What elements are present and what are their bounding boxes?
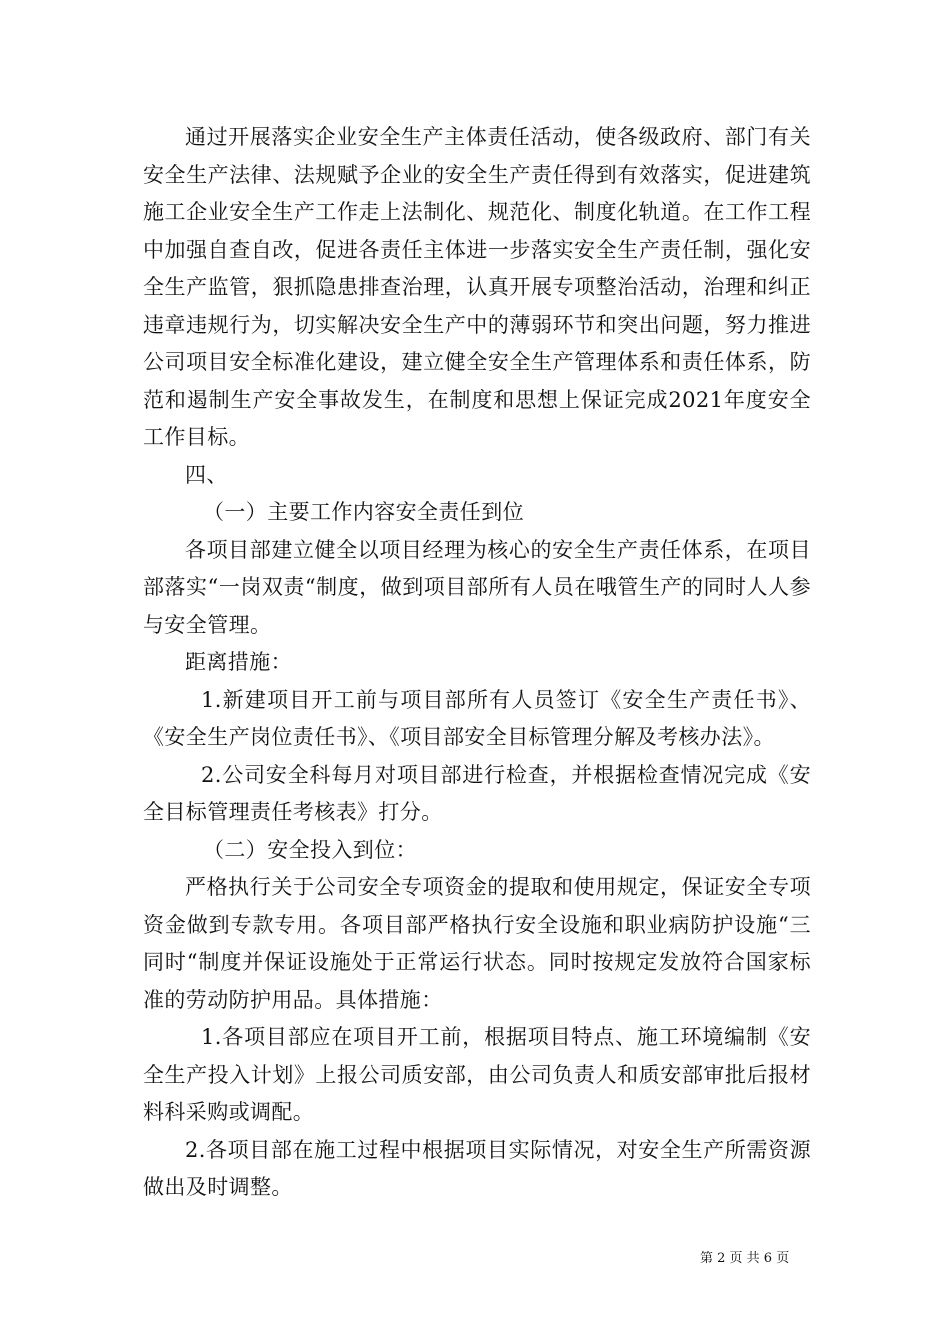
section-heading-four: 四、	[185, 462, 228, 487]
page-number-footer: 第 2 页 共 6 页	[700, 1251, 790, 1266]
list-item-investment-2: 2.各项目部在施工过程中根据项目实际情况，对安全生产所需资源做出及时调整。	[143, 1137, 811, 1199]
list-item-measure-1: 1.新建项目开工前与项目部所有人员签订《安全生产责任书》、《安全生产岗位责任书》、《项目部安全目标管理分解及考核办法》。	[143, 687, 811, 749]
paragraph-measures-label: 距离措施：	[185, 650, 292, 674]
paragraph-goal: 通过开展落实企业安全生产主体责任活动，使各级政府、部门有关安全生产法律、法规赋予企业的安全生产责任得到有效落实，促进建筑施工企业安全生产工作走上法制化、规范化、制度化轨道。在工作工程中加强自查自改，促进各责任主体进一步落实安全生产责任制，强化安全生产监管，狠抓隐患排查治理，认真开展专项整治活动，治理和纠正违章违规行为，切实解决安全生产中的薄弱环节和突出问题，努力推进公司项目安全标准化建设，建立健全安全生产管理体系和责任体系，防范和遏制生产安全事故发生，在制度和思想上保证完成2021年度安全工作目标。	[143, 125, 811, 449]
paragraph-responsibility-system: 各项目部建立健全以项目经理为核心的安全生产责任体系，在项目部落实“一岗双责“制度，做到项目部所有人员在哦管生产的同时人人参与安全管理。	[143, 537, 811, 637]
subsection-heading-responsibility: （一）主要工作内容安全责任到位	[203, 500, 524, 524]
subsection-heading-investment: （二）安全投入到位：	[203, 837, 417, 862]
list-item-investment-1: 1.各项目部应在项目开工前，根据项目特点、施工环境编制《安全生产投入计划》上报公司质安部，由公司负责人和质安部审批后报材料科采购或调配。	[143, 1025, 811, 1124]
list-item-measure-2: 2.公司安全科每月对项目部进行检查，并根据检查情况完成《安全目标管理责任考核表》打分。	[143, 762, 811, 824]
paragraph-investment: 严格执行关于公司安全专项资金的提取和使用规定，保证安全专项资金做到专款专用。各项目部严格执行安全设施和职业病防护设施“三同时“制度并保证设施处于正常运行状态。同时按规定发放符合国家标准的劳动防护用品。具体措施：	[143, 875, 811, 1012]
document-body	[143, 119, 811, 1207]
